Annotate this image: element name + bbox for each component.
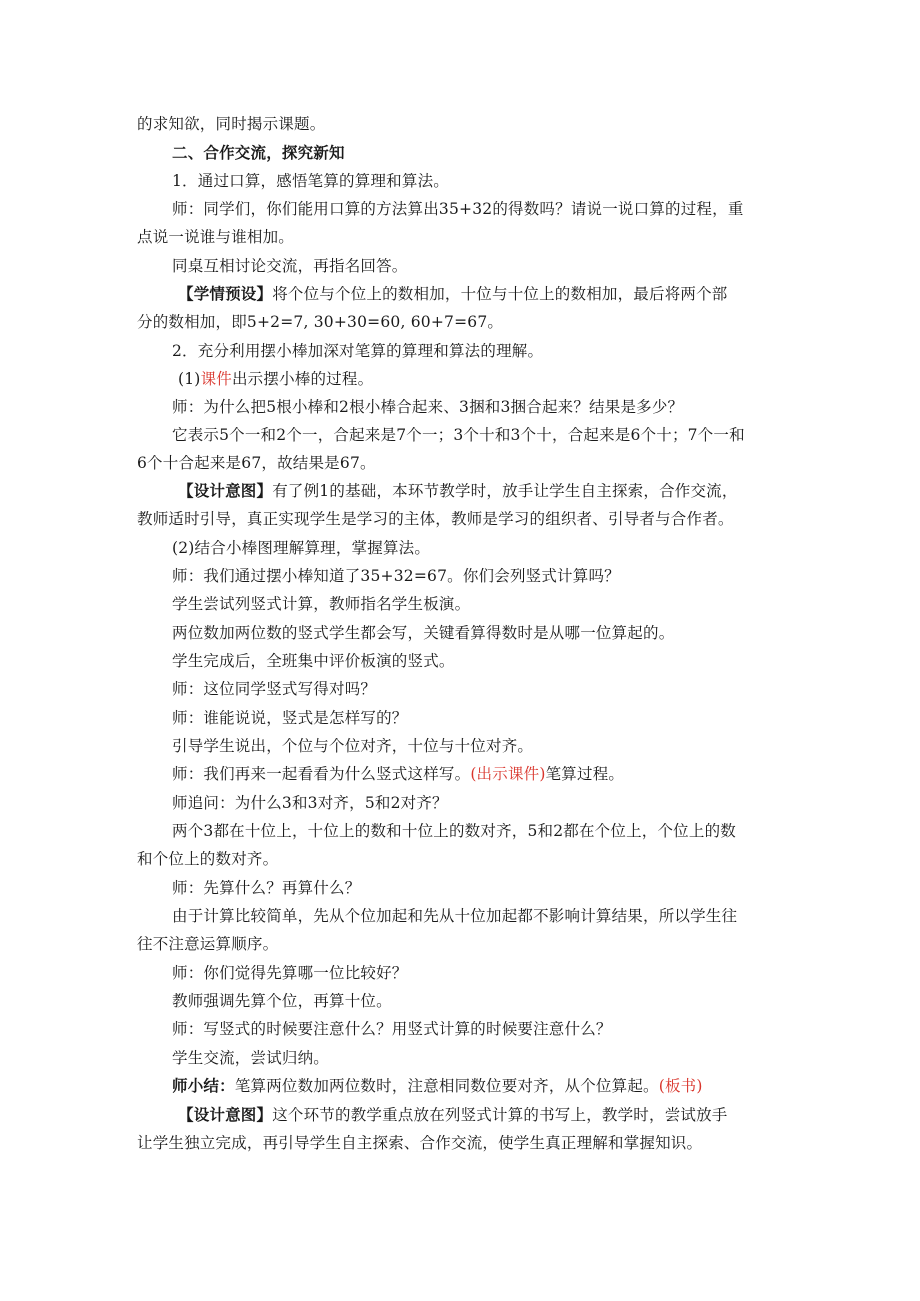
text-line: 让学生独立完成，再引导学生自主探索、合作交流，使学生真正理解和掌握知识。 (137, 1134, 703, 1152)
text-line: 2．充分利用摆小棒加深对笔算的算理和算法的理解。 (172, 342, 544, 360)
text-line: 分的数相加，即5+2=7, 30+30=60, 60+7=67。 (137, 313, 504, 331)
text-line: 师：谁能说说，竖式是怎样写的？ (172, 709, 408, 727)
text-line: 师：我们再来一起看看为什么竖式这样写。(出示课件)笔算过程。 (172, 765, 625, 783)
label-shi-xiaojie: 师小结： (172, 1077, 235, 1095)
text-line: 师：为什么把5根小棒和2根小棒合起来、3捆和3捆合起来？结果是多少？ (172, 398, 684, 416)
text-line: 师：先算什么？再算什么？ (172, 879, 361, 897)
text-line: 教师强调先算个位，再算十位。 (172, 992, 392, 1010)
label-sheji-yitu-2: 【设计意图】 (178, 1106, 273, 1124)
text-line: 和个位上的数对齐。 (137, 850, 279, 868)
text-line: 学生尝试列竖式计算，教师指名学生板演。 (172, 595, 471, 613)
label-sheji-yitu: 【设计意图】 (178, 482, 273, 500)
text-line: 往不注意运算顺序。 (137, 935, 279, 953)
text-line: 师：你们觉得先算哪一位比较好？ (172, 964, 408, 982)
text-line: 师：同学们，你们能用口算的方法算出35+32的得数吗？请说一说口算的过程，重 (172, 200, 744, 218)
text-line: (2)结合小棒图理解算理，掌握算法。 (172, 539, 431, 557)
text-line: 它表示5个一和2个一，合起来是7个一；3个十和3个十，合起来是6个十；7个一和 (172, 426, 745, 444)
text-line: 学生交流，尝试归纳。 (172, 1049, 330, 1067)
red-note-kejian: 课件 (200, 370, 232, 388)
text-line: 6个十合起来是67，故结果是67。 (137, 454, 376, 472)
text-line: 同桌互相讨论交流，再指名回答。 (172, 257, 408, 275)
text-line: 【设计意图】有了例1的基础，本环节教学时，放手让学生自主探索，合作交流， (178, 482, 738, 500)
text-line: 两位数加两位数的竖式学生都会写，关键看算得数时是从哪一位算起的。 (172, 624, 675, 642)
text-line: 学生完成后，全班集中评价板演的竖式。 (172, 652, 455, 670)
text-line: 引导学生说出，个位与个位对齐，十位与十位对齐。 (172, 737, 534, 755)
text-line: 点说一说谁与谁相加。 (137, 228, 295, 246)
text-line: 的求知欲，同时揭示课题。 (137, 115, 326, 133)
text-line: 两个3都在十位上，十位上的数和十位上的数对齐，5和2都在个位上，个位上的数 (172, 822, 736, 840)
text-line: 【设计意图】这个环节的教学重点放在列竖式计算的书写上，教学时，尝试放手 (178, 1106, 728, 1124)
text-line: 1．通过口算，感悟笔算的算理和算法。 (172, 172, 449, 190)
red-note-chushi-kejian: (出示课件) (470, 765, 546, 783)
text-line: 师追问：为什么3和3对齐，5和2对齐？ (172, 794, 448, 812)
text-line: 师小结：笔算两位数加两位数时，注意相同数位要对齐，从个位算起。(板书) (172, 1077, 703, 1095)
red-note-banshu: (板书) (658, 1077, 703, 1095)
text-line: 由于计算比较简单，先从个位加起和先从十位加起都不影响计算结果，所以学生往 (172, 907, 738, 925)
text-line: 【学情预设】将个位与个位上的数相加，十位与十位上的数相加，最后将两个部 (178, 285, 728, 303)
label-xueqing-yushe: 【学情预设】 (178, 285, 273, 303)
text-line: 师：写竖式的时候要注意什么？用竖式计算的时候要注意什么？ (172, 1020, 612, 1038)
text-line: 教师适时引导，真正实现学生是学习的主体，教师是学习的组织者、引导者与合作者。 (137, 510, 734, 528)
text-line: 师：这位同学竖式写得对吗？ (172, 680, 377, 698)
text-line: (1)课件出示摆小棒的过程。 (178, 370, 374, 388)
text-line: 师：我们通过摆小棒知道了35+32=67。你们会列竖式计算吗？ (172, 567, 620, 585)
section-heading: 二、合作交流，探究新知 (172, 144, 345, 162)
